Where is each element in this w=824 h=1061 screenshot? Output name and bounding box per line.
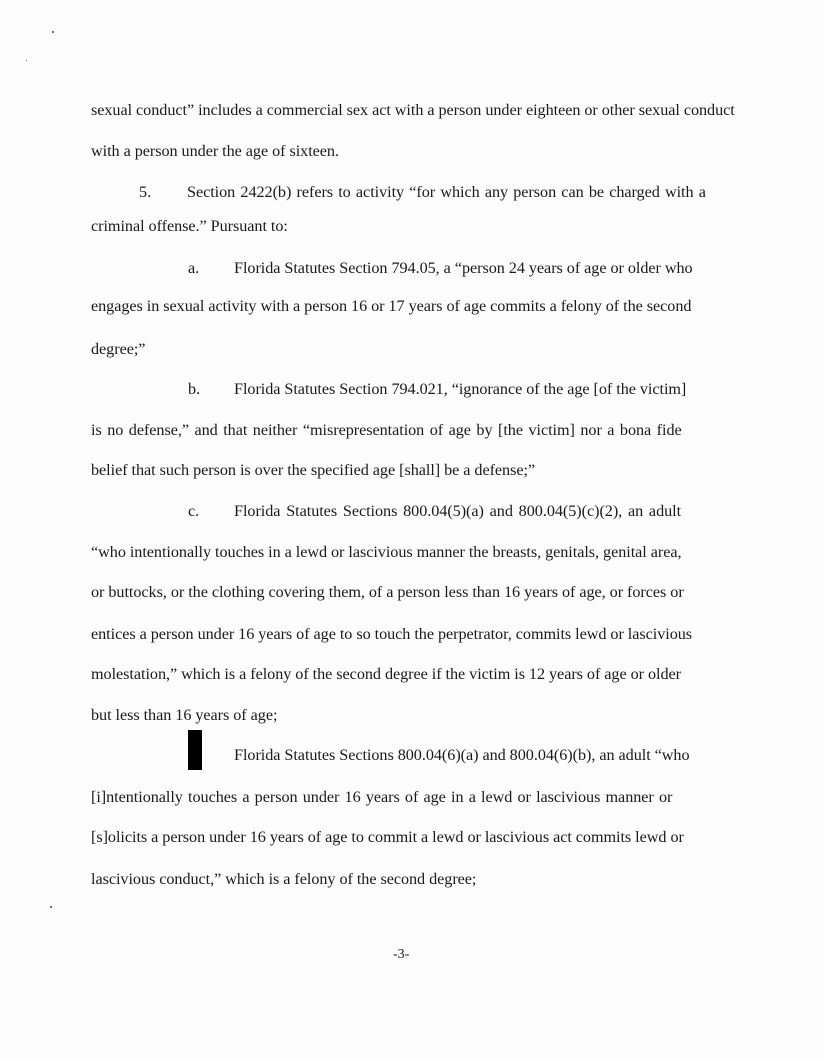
text-line: sexual conduct” includes a commercial sex act with a person under eighteen or other sexual conduct bbox=[91, 101, 735, 119]
subparagraph-label-a: a. bbox=[188, 259, 200, 277]
text-line: with a person under the age of sixteen. bbox=[91, 142, 339, 160]
text-line: is no defense,” and that neither “misrepresentation of age by [the victim] nor a bona fide bbox=[91, 421, 682, 439]
subparagraph-label-c: c. bbox=[188, 502, 200, 520]
page-number: -3- bbox=[393, 947, 410, 962]
text-line: degree;” bbox=[91, 340, 146, 358]
text-line: or buttocks, or the clothing covering them, of a person less than 16 years of age, or forces or bbox=[91, 583, 684, 601]
redaction-bar bbox=[188, 730, 202, 770]
text-line: lascivious conduct,” which is a felony of the second degree; bbox=[91, 870, 477, 888]
scan-speck bbox=[50, 906, 52, 908]
text-line: belief that such person is over the specified age [shall] be a defense;” bbox=[91, 461, 536, 479]
text-line: molestation,” which is a felony of the second degree if the victim is 12 years of age or older bbox=[91, 665, 682, 683]
text-line: Florida Statutes Section 794.05, a “person 24 years of age or older who bbox=[234, 259, 693, 277]
text-line: [s]olicits a person under 16 years of age to commit a lewd or lascivious act commits lewd or bbox=[91, 828, 684, 846]
text-line: [i]ntentionally touches a person under 16 years of age in a lewd or lascivious manner or bbox=[91, 788, 673, 806]
scan-speck bbox=[52, 31, 54, 33]
text-line: but less than 16 years of age; bbox=[91, 706, 278, 724]
text-line: Florida Statutes Sections 800.04(5)(a) and 800.04(5)(c)(2), an adult bbox=[234, 502, 682, 520]
scan-speck bbox=[26, 60, 27, 61]
text-line: “who intentionally touches in a lewd or lascivious manner the breasts, genitals, genital area, bbox=[91, 543, 682, 561]
paragraph-number: 5. bbox=[139, 183, 152, 201]
text-line: entices a person under 16 years of age to so touch the perpetrator, commits lewd or lascivious bbox=[91, 625, 693, 643]
text-line: engages in sexual activity with a person 16 or 17 years of age commits a felony of the second bbox=[91, 297, 692, 315]
text-line: Florida Statutes Sections 800.04(6)(a) and 800.04(6)(b), an adult “who bbox=[234, 746, 690, 764]
text-line: Section 2422(b) refers to activity “for which any person can be charged with a bbox=[187, 183, 706, 201]
subparagraph-label-b: b. bbox=[188, 380, 201, 398]
text-line: Florida Statutes Section 794.021, “ignorance of the age [of the victim] bbox=[234, 380, 687, 398]
text-line: criminal offense.” Pursuant to: bbox=[91, 217, 288, 235]
